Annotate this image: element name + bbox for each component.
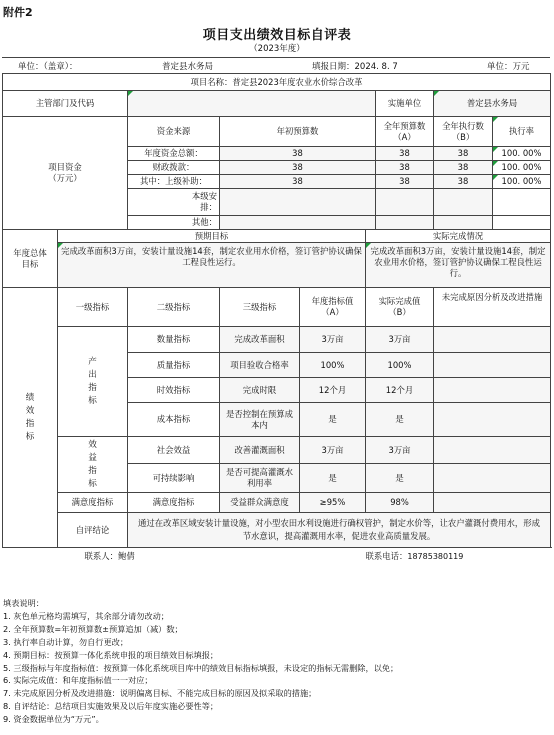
reason-cell[interactable] xyxy=(434,437,551,464)
level2-indicator: 社会效益 xyxy=(128,437,220,464)
indicators-label xyxy=(3,288,58,548)
funds-full-budget[interactable] xyxy=(376,189,434,216)
level3-indicator[interactable]: 完成时限 xyxy=(220,378,300,403)
funds-full-budget[interactable] xyxy=(376,216,434,230)
funds-header: 全年预算数 （A） xyxy=(376,117,434,147)
indicator-header: 一级指标 xyxy=(58,288,128,327)
instruction-item: 6. 实际完成值：和年度指标值一一对应； xyxy=(3,675,153,686)
level3-indicator[interactable]: 完成改革面积 xyxy=(220,327,300,353)
actual-value[interactable]: 3万亩 xyxy=(366,327,434,353)
project-name: 项目名称：普定县2023年度农业水价综合改革 xyxy=(3,74,551,91)
level2-indicator: 时效指标 xyxy=(128,378,220,403)
reason-cell[interactable] xyxy=(434,403,551,437)
overall-label: 年度总体 目标 xyxy=(3,230,58,288)
instruction-item: 1. 灰色单元格均需填写，其余部分请勿改动； xyxy=(3,610,169,621)
funds-rate xyxy=(493,216,551,230)
level3-indicator[interactable]: 项目验收合格率 xyxy=(220,353,300,378)
actual-value[interactable]: 100% xyxy=(366,353,434,378)
target-value[interactable]: 100% xyxy=(300,353,366,378)
level3-indicator[interactable]: 是否控制在预算成本内 xyxy=(220,403,300,437)
funds-header: 执行率 xyxy=(493,117,551,147)
target-value[interactable]: 3万亩 xyxy=(300,327,366,353)
reason-cell[interactable] xyxy=(434,378,551,403)
target-value[interactable]: 3万亩 xyxy=(300,437,366,464)
contact-phone-label: 联系电话： xyxy=(365,550,408,561)
funds-label: 项目资金 （万元） xyxy=(3,117,128,230)
funds-rate xyxy=(493,189,551,216)
indicators-label-text: 绩 效 指 标 xyxy=(25,392,35,442)
satisfaction-label: 满意度指标 xyxy=(58,493,128,513)
actual-value[interactable]: 12个月 xyxy=(366,378,434,403)
actual-result[interactable]: 完成改革面积3万亩，安装计量设施14套，制定农业用水价格，签订管护协议确保工程良性运行。 xyxy=(366,243,551,288)
year-subtitle: （2023年度） xyxy=(249,44,305,54)
funds-header: 年初预算数 xyxy=(220,117,376,147)
output-indicators-label xyxy=(58,327,128,437)
funds-row-name: 本级安 排： xyxy=(128,189,220,216)
actual-value[interactable]: 是 xyxy=(366,464,434,493)
funds-full-budget[interactable]: 38 xyxy=(376,161,434,175)
instruction-item: 5. 三级指标与年度指标值：按预算一体化系统项目库中的绩效目标指标填报，未设定的指标无需删除，以免； xyxy=(3,662,399,673)
dept-label: 主管部门及代码 xyxy=(3,91,128,117)
funds-budget[interactable]: 38 xyxy=(220,161,376,175)
reason-cell[interactable] xyxy=(434,493,551,513)
funds-rate: 100. 00% xyxy=(493,175,551,189)
reason-cell[interactable] xyxy=(434,353,551,378)
instruction-item: 2. 全年预算数=年初预算数±预算追加（减）数； xyxy=(3,623,183,634)
funds-budget[interactable]: 38 xyxy=(220,175,376,189)
instruction-item: 4. 预期目标：按预算一体化系统申报的项目绩效目标填报； xyxy=(3,649,219,660)
output-label-text: 产 出 指 标 xyxy=(88,356,97,406)
impl-label: 实施单位 xyxy=(376,91,434,117)
funds-header: 资金来源 xyxy=(128,117,220,147)
funds-executed[interactable]: 38 xyxy=(434,147,493,161)
reason-cell[interactable] xyxy=(434,464,551,493)
indicator-header: 实际完成值 （B） xyxy=(366,288,434,327)
funds-executed[interactable]: 38 xyxy=(434,175,493,189)
actual-value[interactable]: 是 xyxy=(366,403,434,437)
instructions xyxy=(3,597,398,726)
actual-header: 实际完成情况 xyxy=(366,230,551,243)
reason-cell[interactable] xyxy=(434,327,551,353)
funds-row-name: 其中：上级补助： xyxy=(128,175,220,189)
expected-header: 预期目标 xyxy=(58,230,366,243)
unit-label: 单位：（盖章）： xyxy=(18,62,78,72)
instruction-item: 8. 自评结论：总结项目实施效果及以后年度实施必要性等； xyxy=(3,701,219,712)
target-value[interactable]: 12个月 xyxy=(300,378,366,403)
instruction-item: 9. 资金数据单位为“万元”。 xyxy=(3,714,104,725)
funds-full-budget[interactable]: 38 xyxy=(376,175,434,189)
unit-name: 普定县水务局 xyxy=(162,62,214,72)
actual-value[interactable]: 3万亩 xyxy=(366,437,434,464)
level3-indicator[interactable]: 是否可提高灌溉水利用率 xyxy=(220,464,300,493)
funds-full-budget[interactable]: 38 xyxy=(376,147,434,161)
level2-indicator: 可持续影响 xyxy=(128,464,220,493)
indicator-header: 年度指标值 （A） xyxy=(300,288,366,327)
funds-rate: 100. 00% xyxy=(493,161,551,175)
dept-value[interactable] xyxy=(128,91,376,117)
target-value[interactable]: ≥95% xyxy=(300,493,366,513)
target-value[interactable]: 是 xyxy=(300,403,366,437)
contact-phone: 18785380119 xyxy=(407,551,464,561)
funds-budget[interactable] xyxy=(220,189,376,216)
funds-budget[interactable]: 38 xyxy=(220,147,376,161)
contact-person: 联系人：鲍倩 xyxy=(3,548,366,565)
instruction-item: 7. 未完成原因分析及改进措施：说明偏离目标、不能完成目标的原因及拟采取的措施； xyxy=(3,688,317,699)
funds-row-name: 财政拨款： xyxy=(128,161,220,175)
funds-rate: 100. 00% xyxy=(493,147,551,161)
funds-executed[interactable]: 38 xyxy=(434,161,493,175)
funds-row-name: 年度资金总额： xyxy=(128,147,220,161)
money-unit: 单位：万元 xyxy=(487,62,530,72)
benefit-indicators-label xyxy=(58,437,128,493)
instructions-title: 填表说明： xyxy=(3,598,44,608)
conclusion-label: 自评结论 xyxy=(58,513,128,548)
level2-indicator: 成本指标 xyxy=(128,403,220,437)
instruction-item: 3. 执行率自动计算，勿自行更改； xyxy=(3,636,129,647)
funds-row-name: 其他： xyxy=(128,216,220,230)
target-value[interactable]: 是 xyxy=(300,464,366,493)
conclusion-text[interactable]: 通过在改革区域安装计量设施，对小型农田水利设施进行确权管护，制定水价等，让农户灌溉付费用水，形成节水意识，提高灌溉用水率，促进农业高质量发展。 xyxy=(128,513,551,548)
funds-executed[interactable] xyxy=(434,189,493,216)
contact-phone-cell xyxy=(366,548,551,565)
funds-header: 全年执行数 （B） xyxy=(434,117,493,147)
expected-goal[interactable]: 完成改革面积3万亩，安装计量设施14套，制定农业用水价格，签订管护协议确保工程良性运行。 xyxy=(58,243,366,288)
funds-budget[interactable] xyxy=(220,216,376,230)
page-title: 项目支出绩效目标自评表 xyxy=(202,28,352,43)
level3-indicator[interactable]: 受益群众满意度 xyxy=(220,493,300,513)
evaluation-table xyxy=(2,73,551,565)
indicator-header: 未完成原因分析及改进措施 xyxy=(434,288,551,327)
indicator-header: 二级指标 xyxy=(128,288,220,327)
funds-executed[interactable] xyxy=(434,216,493,230)
level3-indicator[interactable]: 改善灌溉面积 xyxy=(220,437,300,464)
impl-name[interactable]: 普定县水务局 xyxy=(434,91,551,117)
indicator-header: 三级指标 xyxy=(220,288,300,327)
level2-indicator: 数量指标 xyxy=(128,327,220,353)
benefit-label-text: 效 益 指 标 xyxy=(88,439,97,489)
level2-indicator: 满意度指标 xyxy=(128,493,220,513)
actual-value[interactable]: 98% xyxy=(366,493,434,513)
fill-date: 填报日期：2024. 8. 7 xyxy=(312,62,398,72)
level2-indicator: 质量指标 xyxy=(128,353,220,378)
divider xyxy=(2,57,550,58)
attachment-label: 附件2 xyxy=(3,6,33,19)
